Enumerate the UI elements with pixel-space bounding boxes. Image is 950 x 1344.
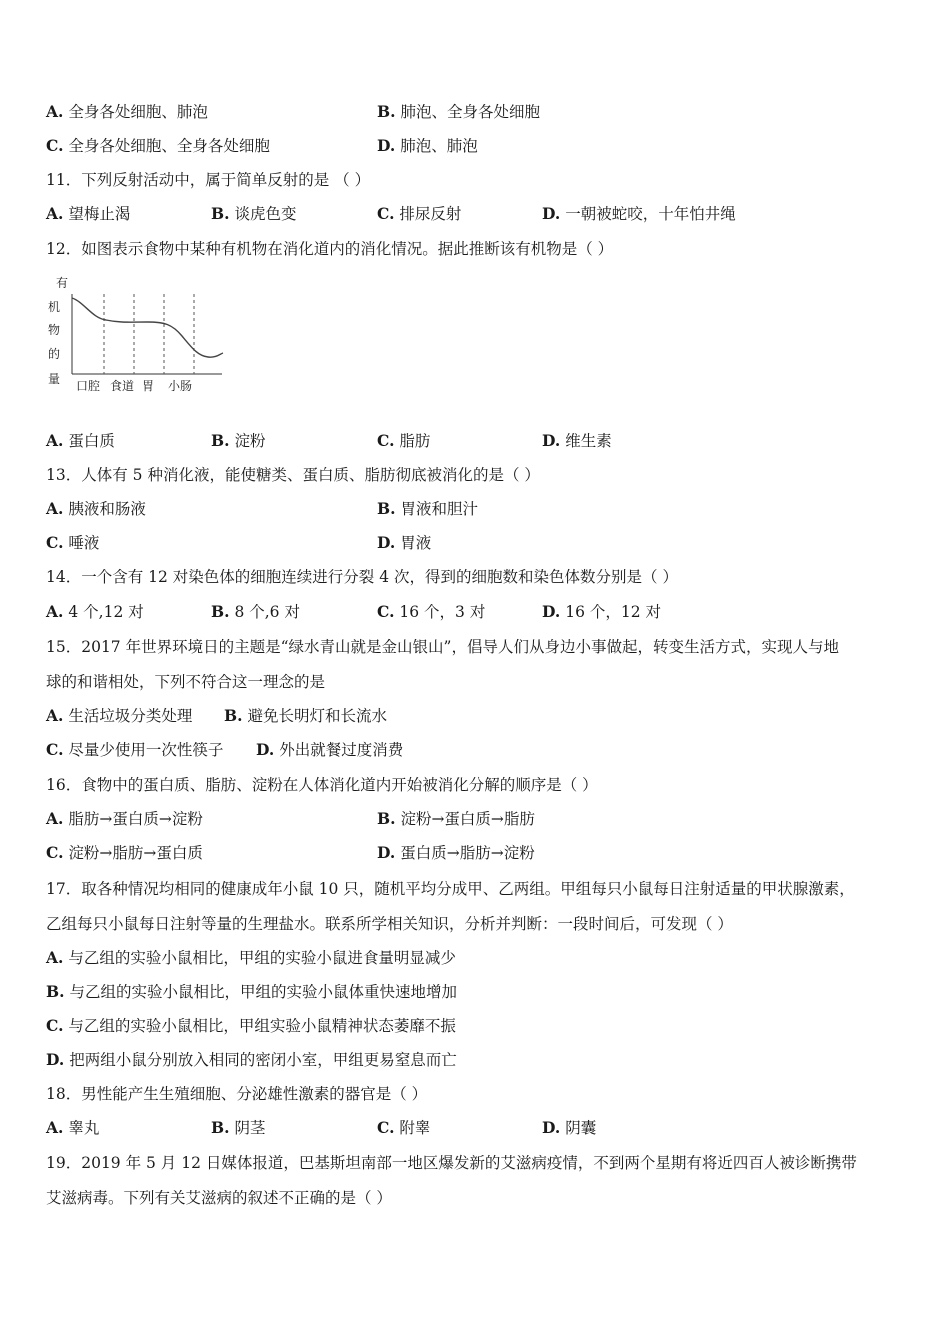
q18-option-b: B. 阴茎 (211, 1118, 266, 1137)
q19-stem-line2: 艾滋病毒。下列有关艾滋病的叙述不正确的是（ ） (46, 1189, 392, 1207)
chart-ylabel-char: 机 (48, 300, 61, 314)
q19-stem-line1: 19．2019 年 5 月 12 日媒体报道，巴基斯坦南部一地区爆发新的艾滋病疫情，不到两个星期有将近四百人被诊断携带 (46, 1154, 857, 1172)
q11-option-c: C. 排尿反射 (377, 204, 462, 223)
chart-curve (72, 298, 223, 357)
q15-option-c: C. 尽量少使用一次性筷子 (46, 740, 224, 759)
q13-option-c: C. 唾液 (46, 533, 100, 552)
q16-option-a: A. 脂肪→蛋白质→淀粉 (46, 809, 203, 828)
q15-stem-line2: 球的和谐相处，下列不符合这一理念的是 (46, 673, 326, 691)
q12-option-c: C. 脂肪 (377, 431, 431, 450)
q10-option-c: C. 全身各处细胞、全身各处细胞 (46, 136, 270, 155)
chart-ylabel-char: 的 (48, 347, 61, 361)
chart-xlabel: 小肠 (168, 379, 193, 393)
q14-option-c: C. 16 个，3 对 (377, 602, 486, 621)
q18-option-a: A. 睾丸 (46, 1118, 100, 1137)
q14-option-a: A. 4 个,12 对 (46, 602, 144, 621)
q14-option-d: D. 16 个，12 对 (542, 602, 662, 621)
q11-stem: 11．下列反射活动中，属于简单反射的是 （ ） (46, 171, 371, 189)
q13-option-d: D. 胃液 (377, 533, 432, 552)
q18-option-d: D. 阴囊 (542, 1118, 597, 1137)
q17-option-c: C. 与乙组的实验小鼠相比，甲组实验小鼠精神状态萎靡不振 (46, 1016, 456, 1035)
chart-ylabel-char: 量 (48, 372, 61, 386)
q12-stem: 12．如图表示食物中某种有机物在消化道内的消化情况。据此推断该有机物是（ ） (46, 240, 614, 258)
q16-option-d: D. 蛋白质→脂肪→淀粉 (377, 843, 535, 862)
q17-stem-line2: 乙组每只小鼠每日注射等量的生理盐水。联系所学相关知识，分析并判断：一段时间后，可发现（ ） (46, 915, 733, 933)
q17-option-a: A. 与乙组的实验小鼠相比，甲组的实验小鼠进食量明显减少 (46, 948, 456, 967)
q16-stem: 16．食物中的蛋白质、脂肪、淀粉在人体消化道内开始被消化分解的顺序是（ ） (46, 776, 598, 794)
q13-option-a: A. 胰液和肠液 (46, 499, 146, 518)
q17-option-b: B. 与乙组的实验小鼠相比，甲组的实验小鼠体重快速地增加 (46, 982, 457, 1001)
q15-option-a: A. 生活垃圾分类处理 (46, 706, 193, 725)
q12-option-d: D. 维生素 (542, 431, 612, 450)
q17-option-d: D. 把两组小鼠分别放入相同的密闭小室，甲组更易窒息而亡 (46, 1050, 457, 1069)
chart-xlabel: 食道 (110, 379, 135, 393)
q15-option-d: D. 外出就餐过度消费 (256, 740, 404, 759)
q13-stem: 13．人体有 5 种消化液，能使糖类、蛋白质、脂肪彻底被消化的是（ ） (46, 466, 540, 484)
q18-option-c: C. 附睾 (377, 1118, 431, 1137)
q11-option-a: A. 望梅止渴 (46, 204, 131, 223)
chart-xlabel: 胃 (142, 379, 155, 393)
q11-option-d: D. 一朝被蛇咬，十年怕井绳 (542, 204, 736, 223)
q11-option-b: B. 谈虎色变 (211, 204, 297, 223)
q15-option-b: B. 避免长明灯和长流水 (224, 706, 387, 725)
q16-option-c: C. 淀粉→脂肪→蛋白质 (46, 843, 203, 862)
q12-option-a: A. 蛋白质 (46, 431, 115, 450)
q15-stem-line1: 15．2017 年世界环境日的主题是“绿水青山就是金山银山”，倡导人们从身边小事做起，转变生活方式，实现人与地 (46, 638, 839, 656)
q17-stem-line1: 17．取各种情况均相同的健康成年小鼠 10 只，随机平均分成甲、乙两组。甲组每只小鼠每日注射适量的甲状腺激素， (46, 880, 855, 898)
q18-stem: 18．男性能产生生殖细胞、分泌雄性激素的器官是（ ） (46, 1085, 428, 1103)
q12-digestion-chart (44, 270, 234, 400)
q14-stem: 14．一个含有 12 对染色体的细胞连续进行分裂 4 次，得到的细胞数和染色体数分别是（ ） (46, 568, 678, 586)
q10-option-b: B. 肺泡、全身各处细胞 (377, 102, 540, 121)
q14-option-b: B. 8 个,6 对 (211, 602, 300, 621)
chart-xlabel: 口腔 (76, 379, 101, 393)
q16-option-b: B. 淀粉→蛋白质→脂肪 (377, 809, 535, 828)
q12-option-b: B. 淀粉 (211, 431, 266, 450)
q13-option-b: B. 胃液和胆汁 (377, 499, 478, 518)
q10-option-a: A. 全身各处细胞、肺泡 (46, 102, 208, 121)
q10-option-d: D. 肺泡、肺泡 (377, 136, 478, 155)
chart-ylabel-char: 物 (48, 323, 61, 337)
chart-ylabel-char: 有 (56, 276, 69, 290)
